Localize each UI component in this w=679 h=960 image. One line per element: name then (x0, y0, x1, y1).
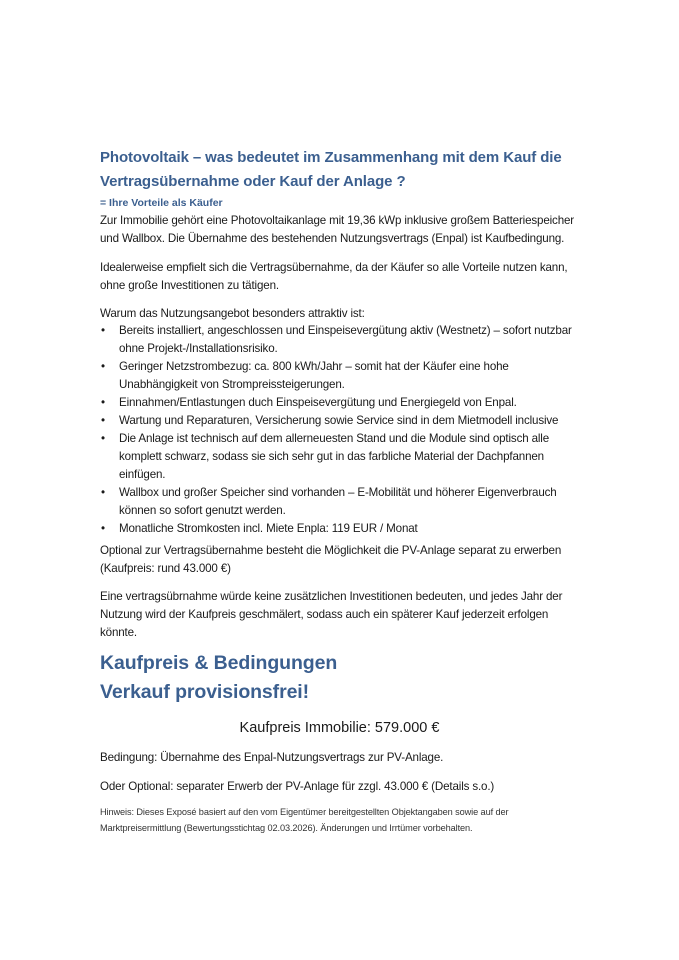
list-item: • Monatliche Stromkosten incl. Miete Enpla: 119 EUR / Monat (100, 520, 572, 538)
contract-paragraph: Eine vertragsübrnahme würde keine zusätzlichen Investitionen bedeuten, und jedes Jahr der Nutzung wird der Kaufpreis geschmälert, sodass auch ein späterer Kauf jederzeit erfolgen könnte. (100, 590, 563, 639)
list-item: • Einnahmen/Entlastungen duch Einspeisevergütung und Energiegeld von Enpal. (100, 394, 572, 412)
list-item: • Bereits installiert, angeschlossen und Einspeisevergütung aktiv (Westnetz) – sofort nutzbar ohne Projekt-/Installationsrisiko. (100, 322, 572, 358)
list-item: • Geringer Netzstrombezug: ca. 800 kWh/Jahr – somit hat der Käufer eine hohe Unabhängigkeit von Strompreissteigerungen. (100, 358, 572, 394)
ideal-paragraph: Idealerweise empfielt sich die Vertragsübernahme, da der Käufer so alle Vorteile nutzen kann, ohne große Investitionen zu tätigen. (100, 261, 568, 292)
list-intro: Warum das Nutzungsangebot besonders attraktiv ist: (100, 307, 365, 320)
list-item: • Wallbox und großer Speicher sind vorhanden – E-Mobilität und höherer Eigenverbrauch können so sofort genutzt werden. (100, 484, 572, 520)
disclaimer-note: Hinweis: Dieses Exposé basiert auf den vom Eigentümer bereitgestellten Objektangaben sowie auf der Marktpreisermittlung (Bewertungsstichtag 02.03.2026). Änderungen und Irrtümer vorbehalten. (100, 807, 509, 833)
list-item: • Die Anlage ist technisch auf dem allerneuesten Stand und die Module sind optisch alle komplett schwarz, sodass sie sich sehr gut in das farbliche Material der Dachpfannen einfügen. (100, 430, 572, 484)
property-price: Kaufpreis Immobilie: 579.000 € (239, 720, 440, 736)
condition-text: Bedingung: Übernahme des Enpal-Nutzungsvertrags zur PV-Anlage. (100, 751, 444, 764)
section-heading: Kaufpreis & Bedingungen Verkauf provisionsfrei! (100, 652, 338, 703)
optional-paragraph: Optional zur Vertragsübernahme besteht die Möglichkeit die PV-Anlage separat zu erwerben (Kaufpreis: rund 43.000 €) (100, 544, 562, 575)
list-item: • Wartung und Reparaturen, Versicherung sowie Service sind in dem Mietmodell inclusive (100, 412, 572, 430)
optional-purchase-text: Oder Optional: separater Erwerb der PV-Anlage für zzgl. 43.000 € (Details s.o.) (100, 780, 495, 793)
benefits-list (100, 322, 572, 538)
subheading: = Ihre Vorteile als Käufer (100, 197, 223, 209)
page-title: Photovoltaik – was bedeutet im Zusammenhang mit dem Kauf die Vertragsübernahme oder Kauf der Anlage ? (100, 149, 562, 190)
intro-paragraph: Zur Immobilie gehört eine Photovoltaikanlage mit 19,36 kWp inklusive großem Batteriespeicher und Wallbox. Die Übernahme des bestehenden Nutzungsvertrags (Enpal) ist Kaufbedingung. (100, 214, 575, 245)
